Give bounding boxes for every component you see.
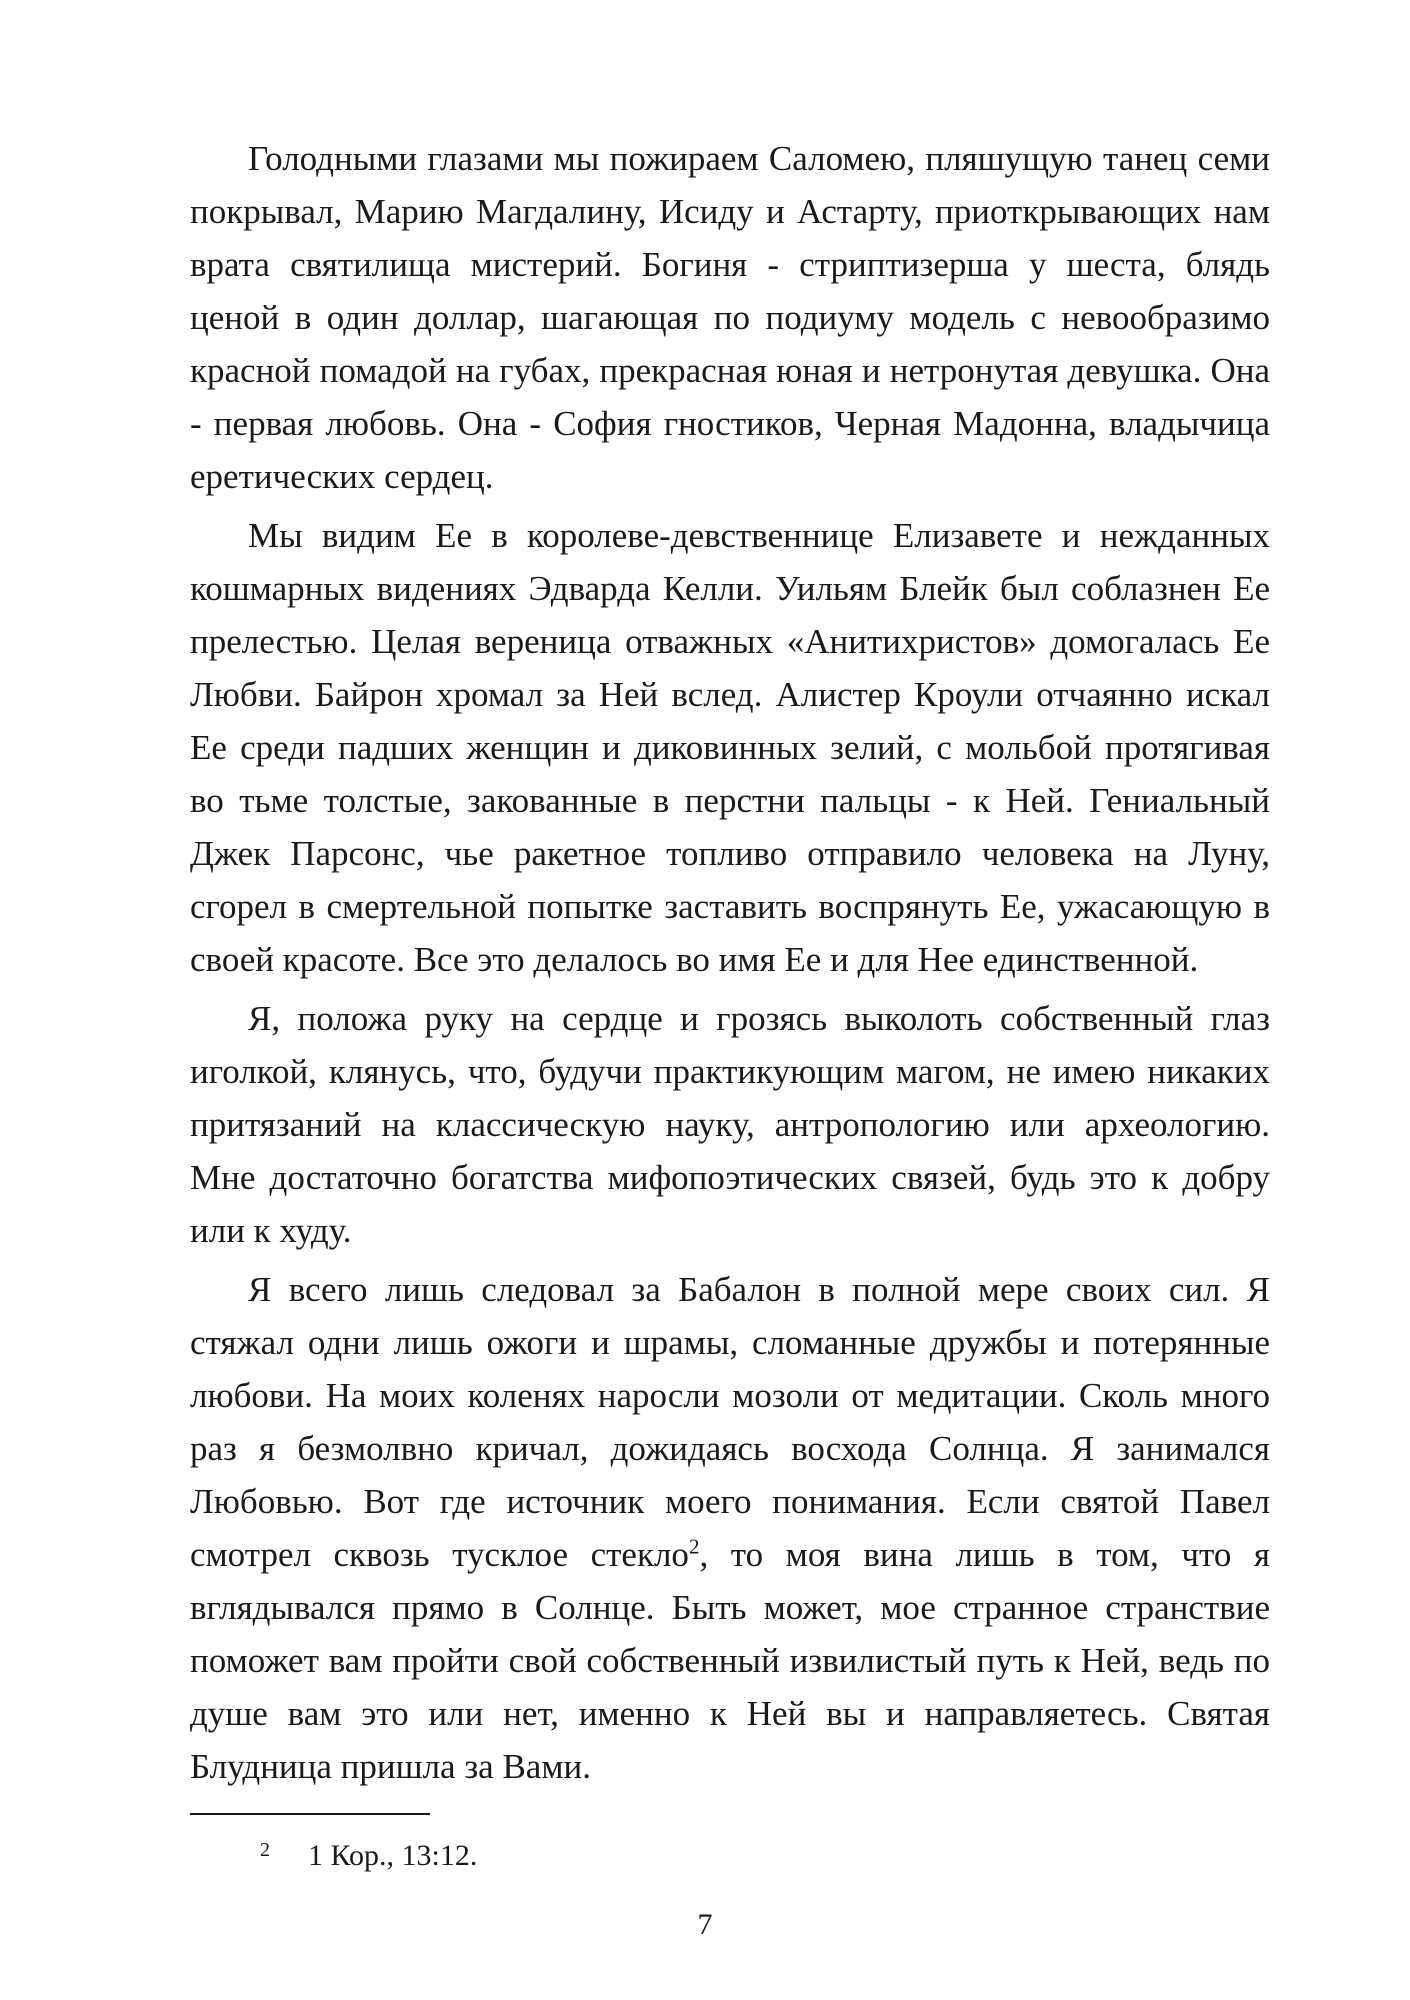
paragraph-4	[190, 1263, 1270, 1793]
paragraph-4-part-2: , то моя вина лишь в том, что я вглядывался прямо в Солнце. Быть может, мое странное странствие поможет вам пройти свой собственный извилистый путь к Ней, ведь по душе вам это или нет, именно к Ней вы и направляетесь. Святая Блудница пришла за Вами.	[190, 1535, 1270, 1786]
footnote-mark: 2	[260, 1839, 270, 1861]
footnote-separator	[190, 1813, 430, 1815]
paragraph-2: Мы видим Ее в королеве-девственнице Елизавете и нежданных кошмарных видениях Эдварда Келли. Уильям Блейк был соблазнен Ее прелестью. Целая вереница отважных «Анитихристов» домогалась Ее Любви. Байрон хромал за Ней вслед. Алистер Кроули отчаянно искал Ее среди падших женщин и диковинных зелий, с мольбой протягивая во тьме толстые, закованные в перстни пальцы - к Ней. Гениальный Джек Парсонс, чье ракетное топливо отправило человека на Луну, сгорел в смертельной попытке заставить воспрянуть Ее, ужасающую в своей красоте. Все это делалось во имя Ее и для Нее единственной.	[190, 516, 1270, 979]
footnote-reference: 2	[688, 1534, 700, 1559]
body-text	[190, 132, 1270, 1799]
footnote-text: 1 Кор., 13:12.	[308, 1839, 478, 1872]
page-number: 7	[697, 1908, 713, 1941]
paragraph-3: Я, положа руку на сердце и грозясь выколоть собственный глаз иголкой, клянусь, что, будучи практикующим магом, не имею никаких притязаний на классическую науку, антропологию или археологию. Мне достаточно богатства мифопоэтических связей, будь это к добру или к худу.	[190, 999, 1270, 1250]
paragraph-1: Голодными глазами мы пожираем Саломею, пляшущую танец семи покрывал, Марию Магдалину, Исиду и Астарту, приоткрывающих нам врата святилища мистерий. Богиня - стриптизерша у шеста, блядь ценой в один доллар, шагающая по подиуму модель с невообразимо красной помадой на губах, прекрасная юная и нетронутая девушка. Она - первая любовь. Она - София гностиков, Черная Мадонна, владычица еретических сердец.	[190, 139, 1270, 496]
paragraph-4-part-1: Я всего лишь следовал за Бабалон в полной мере своих сил. Я стяжал одни лишь ожоги и шрамы, сломанные дружбы и потерянные любови. На моих коленях наросли мозоли от медитации. Сколь много раз я безмолвно кричал, дожидаясь восхода Солнца. Я занимался Любовью. Вот где источник моего понимания. Если святой Павел смотрел сквозь тусклое стекло	[190, 1270, 1270, 1574]
